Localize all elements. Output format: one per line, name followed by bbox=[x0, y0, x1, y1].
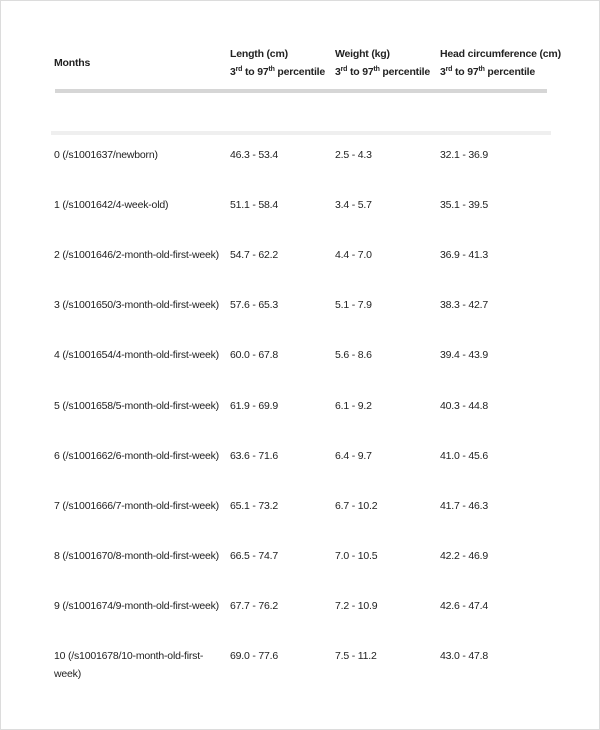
table-row bbox=[1, 497, 600, 537]
header-weight-title: Weight (kg) bbox=[335, 48, 390, 60]
table-row bbox=[1, 397, 600, 437]
cell-head: 42.6 - 47.4 bbox=[440, 600, 489, 612]
cell-weight: 6.7 - 10.2 bbox=[335, 500, 378, 512]
table-row bbox=[1, 146, 600, 186]
cell-weight: 2.5 - 4.3 bbox=[335, 149, 372, 161]
cell-month: 8 (/s1001670/8-month-old-first-week) bbox=[54, 550, 219, 562]
cell-length: 66.5 - 74.7 bbox=[230, 550, 279, 562]
cell-weight: 3.4 - 5.7 bbox=[335, 199, 372, 211]
table-row bbox=[1, 246, 600, 286]
cell-month: 9 (/s1001674/9-month-old-first-week) bbox=[54, 600, 219, 612]
cell-length: 57.6 - 65.3 bbox=[230, 299, 279, 311]
header-weight-percentile: 3rd to 97th percentile bbox=[335, 66, 431, 78]
cell-length: 65.1 - 73.2 bbox=[230, 500, 279, 512]
header-head-title: Head circumference (cm) bbox=[440, 48, 561, 60]
header-length-title: Length (cm) bbox=[230, 48, 288, 60]
cell-weight: 6.1 - 9.2 bbox=[335, 400, 372, 412]
header-weight bbox=[335, 45, 430, 81]
cell-length: 51.1 - 58.4 bbox=[230, 199, 279, 211]
cell-head: 39.4 - 43.9 bbox=[440, 349, 489, 361]
cell-month: 2 (/s1001646/2-month-old-first-week) bbox=[54, 249, 219, 261]
cell-head: 41.7 - 46.3 bbox=[440, 500, 489, 512]
cell-head: 40.3 - 44.8 bbox=[440, 400, 489, 412]
cell-month: 5 (/s1001658/5-month-old-first-week) bbox=[54, 400, 219, 412]
cell-month: 3 (/s1001650/3-month-old-first-week) bbox=[54, 299, 219, 311]
cell-length: 69.0 - 77.6 bbox=[230, 650, 279, 662]
cell-weight: 6.4 - 9.7 bbox=[335, 450, 372, 462]
table-row bbox=[1, 346, 600, 386]
table-row bbox=[1, 647, 600, 687]
table-row bbox=[1, 447, 600, 487]
table-row bbox=[1, 547, 600, 587]
header-months bbox=[54, 54, 90, 72]
cell-length: 46.3 - 53.4 bbox=[230, 149, 279, 161]
cell-head: 36.9 - 41.3 bbox=[440, 249, 489, 261]
header-divider bbox=[55, 89, 547, 93]
cell-month: 6 (/s1001662/6-month-old-first-week) bbox=[54, 450, 219, 462]
header-head-circumference bbox=[440, 45, 561, 81]
cell-month: 0 (/s1001637/newborn) bbox=[54, 149, 158, 161]
cell-head: 38.3 - 42.7 bbox=[440, 299, 489, 311]
cell-head: 32.1 - 36.9 bbox=[440, 149, 489, 161]
cell-month: 10 (/s1001678/10-month-old-first-week) bbox=[54, 650, 204, 680]
table-row bbox=[1, 296, 600, 336]
cell-length: 61.9 - 69.9 bbox=[230, 400, 279, 412]
body-divider bbox=[51, 131, 551, 135]
cell-weight: 7.0 - 10.5 bbox=[335, 550, 378, 562]
cell-head: 43.0 - 47.8 bbox=[440, 650, 489, 662]
cell-month: 1 (/s1001642/4-week-old) bbox=[54, 199, 169, 211]
cell-month: 7 (/s1001666/7-month-old-first-week) bbox=[54, 500, 219, 512]
cell-weight: 4.4 - 7.0 bbox=[335, 249, 372, 261]
cell-weight: 7.2 - 10.9 bbox=[335, 600, 378, 612]
cell-head: 35.1 - 39.5 bbox=[440, 199, 489, 211]
cell-head: 41.0 - 45.6 bbox=[440, 450, 489, 462]
cell-weight: 5.6 - 8.6 bbox=[335, 349, 372, 361]
table-row bbox=[1, 597, 600, 637]
header-length-percentile: 3rd to 97th percentile bbox=[230, 66, 326, 78]
table-row bbox=[1, 196, 600, 236]
cell-month: 4 (/s1001654/4-month-old-first-week) bbox=[54, 349, 219, 361]
cell-length: 54.7 - 62.2 bbox=[230, 249, 279, 261]
cell-weight: 5.1 - 7.9 bbox=[335, 299, 372, 311]
header-months-label: Months bbox=[54, 57, 91, 69]
cell-weight: 7.5 - 11.2 bbox=[335, 650, 377, 662]
table-header bbox=[1, 1, 600, 93]
header-head-percentile: 3rd to 97th percentile bbox=[440, 66, 536, 78]
cell-length: 67.7 - 76.2 bbox=[230, 600, 279, 612]
cell-head: 42.2 - 46.9 bbox=[440, 550, 489, 562]
cell-length: 60.0 - 67.8 bbox=[230, 349, 279, 361]
header-length bbox=[230, 45, 325, 81]
cell-length: 63.6 - 71.6 bbox=[230, 450, 279, 462]
